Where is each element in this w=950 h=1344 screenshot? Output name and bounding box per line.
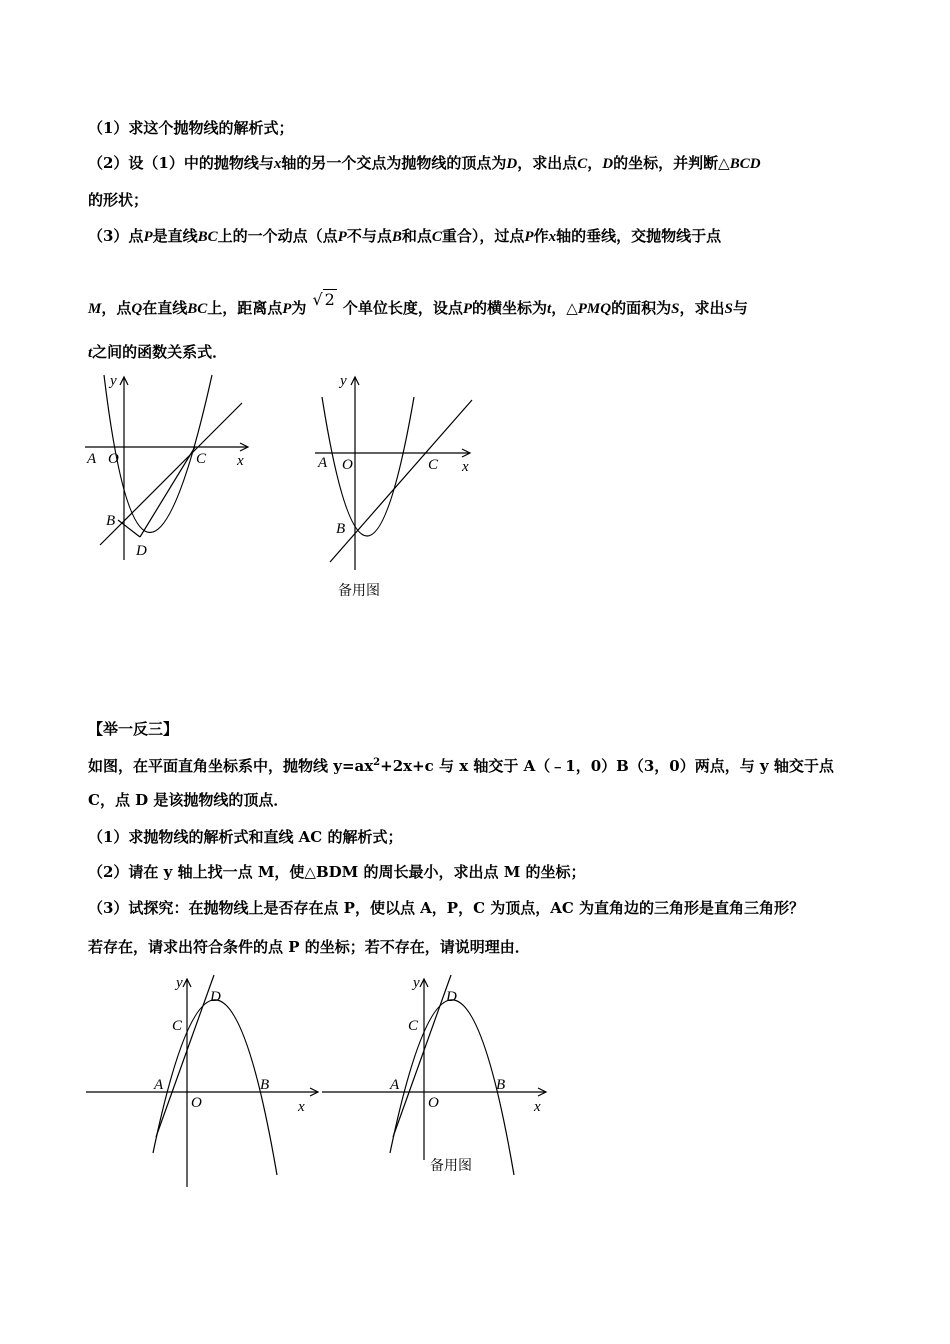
label-a: A [318, 455, 328, 471]
label-y: y [176, 975, 183, 991]
p2-heading: 【举一反三】 [88, 720, 179, 738]
label-c: C [172, 1018, 183, 1034]
label-o: O [342, 457, 353, 473]
label-c: C [428, 457, 439, 473]
label-x: x [462, 459, 469, 475]
p2-question-1: （1）求抛物线的解析式和直线 AC 的解析式； [88, 828, 403, 846]
label-x: x [534, 1099, 541, 1115]
label-b: B [496, 1077, 506, 1093]
label-a: A [390, 1077, 400, 1093]
p1-question-2: （2）设（1）中的抛物线与x轴的另一个交点为抛物线的顶点为D，求出点C，D的坐标，并判断△BCD [88, 154, 761, 172]
p2-figure-main [80, 965, 320, 1195]
label-y: y [110, 373, 117, 389]
label-x: x [298, 1099, 305, 1115]
p2-intro: 如图，在平面直角坐标系中，抛物线 $y=ax^2+2x+c$ 与 x 轴交于 A（﹣1，0）B（3，0）两点，与 y 轴交于点 [88, 757, 834, 775]
label-b: B [336, 521, 346, 537]
p2-question-2: （2）请在 y 轴上找一点 M，使△BDM 的周长最小，求出点 M 的坐标； [88, 863, 586, 881]
label-y: y [340, 373, 347, 389]
p2-question-3-cont: 若存在，请求出符合条件的点 P 的坐标；若不存在，请说明理由． [88, 938, 530, 956]
label-b: B [260, 1077, 270, 1093]
label-a: A [154, 1077, 164, 1093]
label-d: D [446, 989, 457, 1005]
label-d: D [210, 989, 221, 1005]
parabola-curve [322, 397, 414, 536]
p1-question-3: （3）点P是直线BC上的一个动点（点P不与点B和点C重合），过点P作x轴的垂线，交抛物线于点 [88, 227, 722, 245]
p1-question-3-line3: t之间的函数关系式． [88, 343, 228, 361]
p1-question-3-line2: M，点Q在直线BC上，距离点P为 √ 2 个单位长度，设点P的横坐标为t，△PMQ的面积为S，求出S与 [88, 290, 748, 317]
label-c: C [408, 1018, 419, 1034]
label-c: C [196, 451, 207, 467]
p1-question-2-cont: 的形状； [88, 191, 149, 209]
label-o: O [108, 451, 119, 467]
sqrt-two: √ 2 [312, 290, 335, 309]
label-d: D [136, 543, 147, 559]
p2-question-3: （3）试探究：在抛物线上是否存在点 P，使以点 A，P，C 为顶点，AC 为直角边的三角形是直角三角形？ [88, 899, 805, 917]
label-a: A [87, 451, 97, 467]
p1-figure-main [80, 365, 260, 565]
line-bc [100, 403, 242, 545]
label-o: O [191, 1095, 202, 1111]
label-x: x [237, 453, 244, 469]
backup-caption: 备用图 [430, 1158, 472, 1174]
p1-question-1: （1）求这个抛物线的解析式； [88, 119, 294, 137]
backup-caption: 备用图 [338, 583, 380, 599]
label-o: O [428, 1095, 439, 1111]
label-b: B [106, 513, 116, 529]
label-y: y [413, 975, 420, 991]
line-ac [393, 975, 451, 1137]
line-bc [330, 400, 472, 562]
p1-figure-backup [310, 365, 490, 605]
p2-intro-cont: C，点 D 是该抛物线的顶点． [88, 791, 289, 809]
p2-figure-backup [318, 965, 558, 1195]
line-ac [156, 975, 214, 1137]
segment-dc [140, 447, 195, 537]
